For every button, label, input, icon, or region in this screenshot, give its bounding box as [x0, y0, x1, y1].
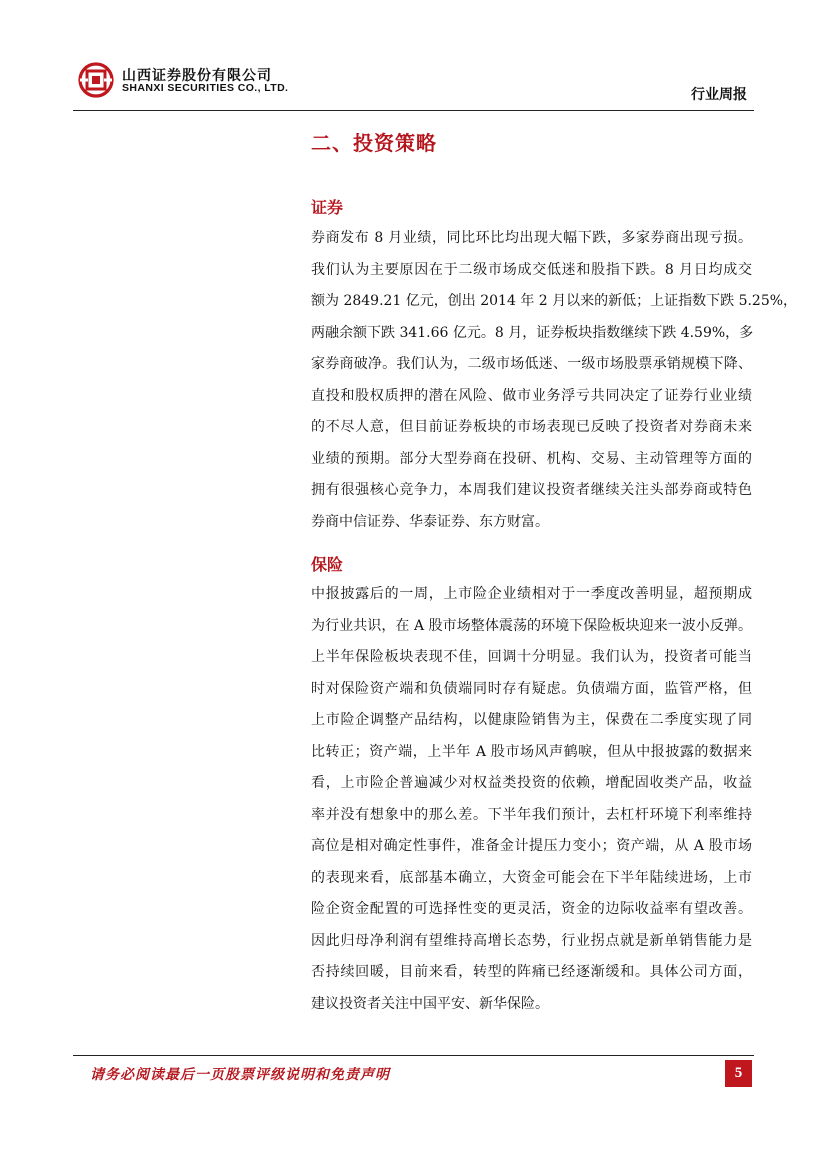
paragraph-line: 因此归母净利润有望维持高增长态势，行业拐点就是新单销售能力是: [311, 932, 752, 949]
header-divider: [73, 110, 754, 111]
paragraph-line: 上半年保险板块表现不佳，回调十分明显。我们认为，投资者可能当: [311, 649, 752, 665]
paragraph-line: 高位是相对确定性事件，准备金计提压力变小；资产端，从 A 股市场: [311, 838, 752, 854]
paragraph-line: 建议投资者关注中国平安、新华保险。: [311, 995, 549, 1012]
paragraph-line: 中报披露后的一周，上市险企业绩相对于一季度改善明显，超预期成: [311, 586, 752, 602]
paragraph-line: 券商发布 8 月业绩，同比环比均出现大幅下跌，多家券商出现亏损。: [311, 230, 752, 246]
paragraph-line: 拥有很强核心竞争力，本周我们建议投资者继续关注头部券商或特色: [311, 482, 752, 498]
paragraph-line: 额为 2849.21 亿元，创出 2014 年 2 月以来的新低；上证指数下跌 5.25%，: [311, 293, 798, 309]
paragraph-line: 率并没有想象中的那么差。下半年我们预计，去杠杆环境下利率维持: [311, 806, 752, 823]
paragraph-line: 直投和股权质押的潜在风险、做市业务浮亏共同决定了证券行业业绩: [311, 387, 752, 404]
paragraph-line: 我们认为主要原因在于二级市场成交低迷和股指下跌。8 月日均成交: [311, 261, 752, 278]
paragraph-line: 家券商破净。我们认为，二级市场低迷、一级市场股票承销规模下降、: [311, 356, 752, 372]
paragraph-line: 险企资金配置的可选择性变的更灵活，资金的边际收益率有望改善。: [311, 901, 752, 917]
paragraph-line: 为行业共识，在 A 股市场整体震荡的环境下保险板块迎来一波小反弹。: [311, 617, 752, 634]
paragraph-line: 上市险企调整产品结构，以健康险销售为主，保费在二季度实现了同: [311, 712, 752, 728]
disclaimer-notice: 请务必阅读最后一页股票评级说明和免责声明: [90, 1067, 390, 1083]
paragraph-line: 的不尽人意，但目前证券板块的市场表现已反映了投资者对券商未来: [311, 419, 752, 435]
section-title: 二、投资策略: [311, 131, 437, 155]
paragraph-line: 看，上市险企普遍减少对权益类投资的依赖，增配固收类产品，收益: [311, 775, 752, 791]
securities-heading: 证券: [311, 198, 344, 217]
page-number: 5: [725, 1060, 752, 1087]
securities-paragraph: [311, 223, 798, 538]
paragraph-line: 业绩的预期。部分大型券商在投研、机构、交易、主动管理等方面的: [311, 450, 752, 467]
footer-divider: [73, 1055, 754, 1056]
paragraph-line: 比转正；资产端，上半年 A 股市场风声鹤唳，但从中报披露的数据来: [311, 743, 752, 760]
insurance-heading: 保险: [311, 555, 344, 574]
paragraph-line: 时对保险资产端和负债端同时存有疑虑。负债端方面，监管严格，但: [311, 680, 752, 697]
company-logo-icon: [78, 62, 114, 98]
paragraph-line: 的表现来看，底部基本确立，大资金可能会在下半年陆续进场，上市: [311, 869, 752, 886]
company-name-cn: 山西证券股份有限公司: [122, 68, 272, 84]
paragraph-line: 券商中信证券、华泰证券、东方财富。: [311, 513, 549, 530]
paragraph-line: 两融余额下跌 341.66 亿元。8 月，证券板块指数继续下跌 4.59%，多: [311, 324, 754, 341]
insurance-paragraph: [311, 579, 752, 1020]
company-name-en: SHANXI SECURITIES CO., LTD.: [122, 82, 289, 94]
paragraph-line: 否持续回暖，目前来看，转型的阵痛已经逐渐缓和。具体公司方面，: [311, 964, 752, 980]
report-type-label: 行业周报: [691, 87, 747, 103]
